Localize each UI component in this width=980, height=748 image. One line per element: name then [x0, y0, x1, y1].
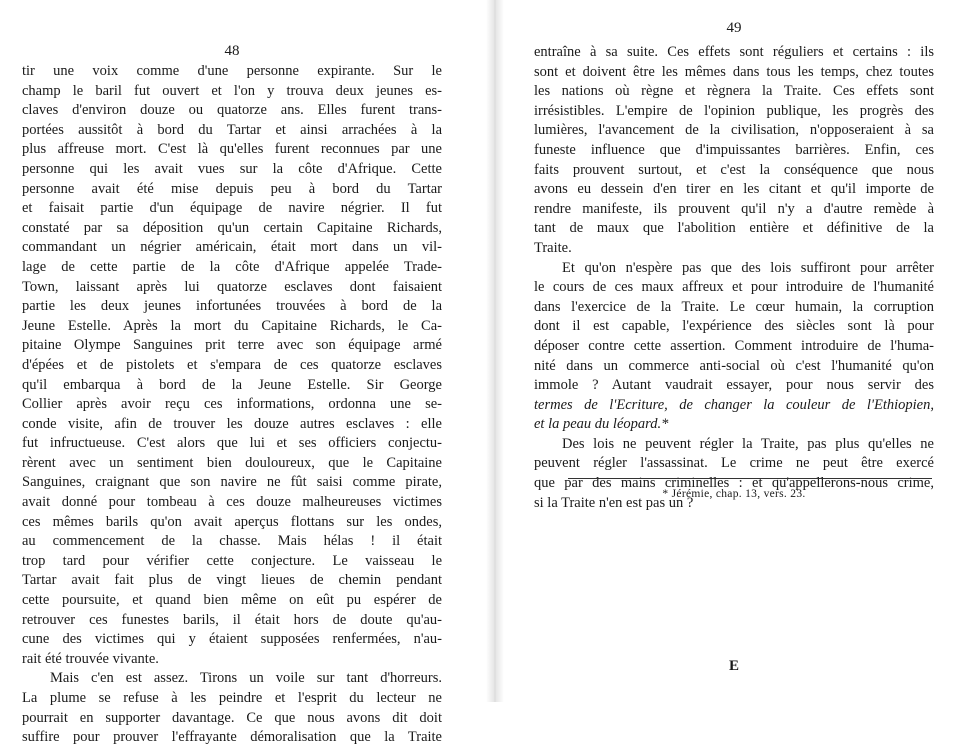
text-line: et faisait partie d'un équipage de navire négrier. Il fut	[22, 200, 442, 217]
text-line: faits prouvent surtout, et c'est la conséquence que nous	[534, 161, 934, 178]
text-line: pitaine Olympe Sanguines prit terre avec son équipage armé	[22, 337, 442, 354]
text-line: peuvent régler l'assassinat. Le crime ne peut être exercé	[534, 455, 934, 472]
page-number-left: 48	[224, 43, 240, 59]
right-page-text	[534, 43, 934, 513]
text-line: termes de l'Ecriture, de changer la couleur de l'Ethiopien,	[534, 396, 934, 413]
footnote: * Jérémie, chap. 13, vers. 23.	[662, 488, 806, 500]
text-line: cette poursuite, et quand bien même on eût pu espérer de	[22, 592, 442, 609]
text-line: avait donné pour tombeau à ces douze malheureuses victimes	[22, 494, 442, 511]
text-line: claves d'environ douze ou quatorze ans. Elles furent trans-	[22, 102, 442, 119]
text-line: tir une voix comme d'une personne expirante. Sur le	[22, 63, 442, 79]
text-line: personne qui les avait vues sur la côte d'Afrique. Cette	[22, 160, 442, 177]
text-line: Town, laissant après lui quatorze esclaves dont faisaient	[22, 278, 442, 295]
text-line: et la peau du léopard.*	[534, 416, 669, 433]
text-line: avons eu dessein d'en tirer en les citant et qu'il importe de	[534, 181, 934, 198]
text-line: partie les deux jeunes infortunées trouvées à bord de la	[22, 298, 442, 315]
text-line: conde visite, afin de trouver les douze autres esclaves : elle	[22, 415, 442, 432]
book-gutter	[486, 0, 504, 702]
text-line: Tartar avait fait plus de vingt lieues de chemin pendant	[22, 572, 442, 589]
text-line: Traite.	[534, 239, 572, 256]
text-line: tant de maux que l'abolition entière et définitive de la	[534, 220, 934, 237]
text-line: immole ? Autant vaudrait essayer, pour nous servir des	[534, 377, 934, 394]
text-line: si la Traite n'en est pas un ?	[534, 494, 694, 511]
text-line: d'épées et de pistolets et s'empara de ces quatorze esclaves	[22, 356, 442, 373]
text-line: Et qu'on n'espère pas que des lois suffiront pour arrêter	[562, 259, 934, 276]
text-line: le cours de ces maux affreux et pour introduire de l'humanité	[534, 279, 934, 296]
text-line: au commencement de la chasse. Mais hélas ! il était	[22, 533, 442, 550]
text-line: retrouver ces funestes barils, il était hors de doute qu'au-	[22, 611, 442, 628]
text-line: nité dans un commerce anti-social où c'est l'humanité qu'on	[534, 357, 934, 374]
footnote-divider	[568, 478, 932, 479]
text-line: funeste influence que d'impuissantes barrières. Enfin, ces	[534, 141, 934, 158]
page-number-right: 49	[726, 20, 742, 36]
text-line: Des lois ne peuvent régler la Traite, pas plus qu'elles ne	[562, 435, 934, 452]
text-line: commandant un négrier américain, était mort dans un vil-	[22, 239, 442, 256]
text-line: trop tard pour vérifier cette conjecture. Le vaisseau le	[22, 552, 442, 569]
text-line: fut infructueuse. C'est alors que lui et ses officiers conjectu-	[22, 435, 442, 452]
text-line: irrésistibles. L'empire de l'opinion publique, les progrès des	[534, 102, 934, 119]
text-line: Jeune Estelle. Après la mort du Capitaine Richards, le Ca-	[22, 317, 442, 334]
text-line: personne avait été mise depuis peu à bord du Tartar	[22, 180, 442, 197]
text-line: lage de cette partie de la côte d'Afrique appelée Trade-	[22, 258, 442, 275]
text-line: La plume se refuse à les peindre et l'esprit du lecteur ne	[22, 690, 442, 706]
text-line: entraîne à sa suite. Ces effets sont réguliers et certains : ils	[534, 44, 934, 60]
text-line: constaté par sa déposition qu'un certain Capitaine Richards,	[22, 219, 442, 236]
text-line: lumières, l'avancement de la civilisation, n'opposeraient à sa	[534, 122, 934, 139]
text-line: Mais c'en est assez. Tirons un voile sur tant d'horreurs.	[50, 670, 442, 687]
text-line: les nations où règne et règnera la Traite. Ces effets sont	[534, 83, 934, 100]
text-line: portées aussitôt à bord du Tartar et ainsi arrachées à la	[22, 121, 442, 138]
text-line: qu'il embarqua à bord de la Jeune Estelle. Sir George	[22, 376, 442, 393]
signature-mark: E	[728, 658, 739, 674]
text-line: pourrait en supporter davantage. Ce que nous avons dit doit	[22, 709, 442, 726]
text-line: que par des mains criminelles : et qu'appellerons-nous crime,	[534, 475, 934, 492]
text-line: rèrent avec un sentiment bien douloureux, que le Capitaine	[22, 454, 442, 471]
text-line: Collier après avoir reçu ces informations, ordonna une se-	[22, 396, 442, 413]
text-line: cune des victimes qui y étaient supposées renfermées, n'au-	[22, 631, 442, 648]
text-line: Sanguines, craignant que son navire ne fût saisi comme pirate,	[22, 474, 442, 491]
text-line: plus affreuse mort. C'est là qu'elles furent reconnues par une	[22, 141, 442, 158]
text-line: dans l'exercice de la Traite. Le cœur humain, la corruption	[534, 298, 934, 315]
text-line: suffire pour prouver l'effrayante démoralisation que la Traite	[22, 729, 442, 746]
text-line: rendre manifeste, ils prouvent qu'il n'y a d'autre remède à	[534, 200, 934, 217]
text-line: sont et doivent être les mêmes dans tous les temps, chez toutes	[534, 63, 934, 80]
text-line: rait été trouvée vivante.	[22, 650, 159, 667]
text-line: dont il est capable, l'expérience des siècles sont là pour	[534, 318, 934, 335]
text-line: ces mêmes barils qu'on avait aperçus flottans sur les ondes,	[22, 513, 442, 530]
left-page-text	[22, 62, 442, 748]
text-line: champ le baril fut ouvert et l'on y trouva deux jeunes es-	[22, 82, 442, 99]
text-line: déposer contre cette assertion. Comment introduire de l'huma-	[534, 337, 934, 354]
